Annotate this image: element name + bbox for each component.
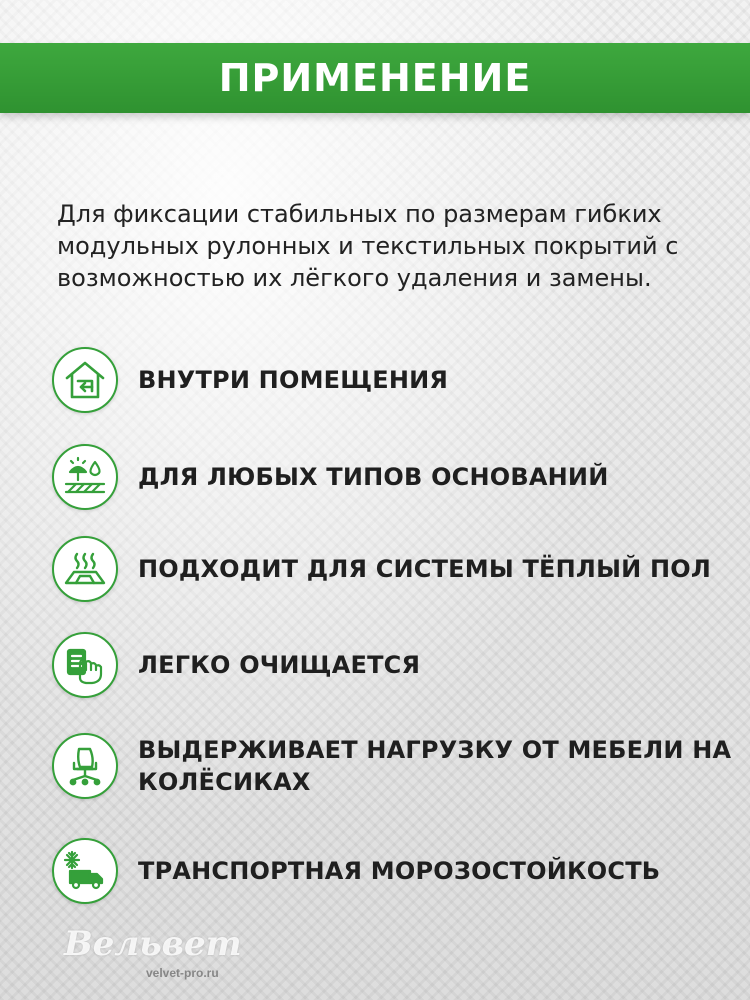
indoor-house-icon: [52, 347, 118, 413]
feature-item: [52, 632, 732, 698]
description-text: Для фиксации стабильных по размерам гибких модульных рулонных и текстильных покрытий с возможностью их лёгкого удаления и замены.: [57, 200, 679, 292]
feature-item: [52, 838, 732, 904]
feature-item: [52, 536, 732, 602]
any-base-weather-icon: [52, 444, 118, 510]
feature-item: [52, 347, 732, 413]
feature-label: ВЫДЕРЖИВАЕТ НАГРУЗКУ ОТ МЕБЕЛИ НА КОЛЁСИКАХ: [138, 736, 732, 796]
page-title: ПРИМЕНЕНИЕ: [218, 56, 532, 100]
brand-url: velvet-pro.ru: [146, 966, 219, 980]
brand-logo: [38, 922, 242, 988]
frost-truck-icon: [52, 838, 118, 904]
feature-label: ДЛЯ ЛЮБЫХ ТИПОВ ОСНОВАНИЙ: [138, 463, 609, 491]
feature-item: [52, 444, 732, 510]
office-chair-icon: [52, 733, 118, 799]
feature-label: ЛЕГКО ОЧИЩАЕТСЯ: [138, 651, 421, 679]
feature-label: ВНУТРИ ПОМЕЩЕНИЯ: [138, 366, 449, 394]
feature-item: [52, 733, 732, 799]
brand-name: Вельвет: [64, 924, 242, 964]
feature-label: ПОДХОДИТ ДЛЯ СИСТЕМЫ ТЁПЛЫЙ ПОЛ: [138, 555, 712, 583]
heated-floor-icon: [52, 536, 118, 602]
easy-clean-icon: [52, 632, 118, 698]
feature-label: ТРАНСПОРТНАЯ МОРОЗОСТОЙКОСТЬ: [138, 857, 661, 885]
